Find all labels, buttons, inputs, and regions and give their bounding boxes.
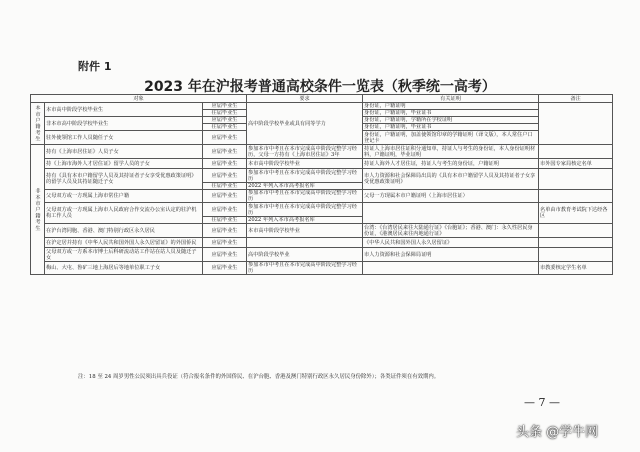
row-grad-type: 往届毕业生 bbox=[203, 124, 247, 131]
row-remarks bbox=[539, 248, 613, 262]
table-row bbox=[31, 238, 613, 248]
row-docs: 身份证，户籍证明，毕业证书 bbox=[363, 124, 539, 131]
row-docs bbox=[363, 203, 539, 224]
row-requirement: 参加本市中考且在本市完成高中阶段完整学习经历 bbox=[247, 203, 363, 217]
table-row bbox=[31, 169, 613, 183]
row-requirement: 参加本市中考且在本市完成高中阶段完整学习经历，父母一方持有《上海市居住证》3年 bbox=[247, 145, 363, 159]
watermark: 头条 @学牛网 bbox=[516, 425, 599, 440]
table-row bbox=[31, 262, 613, 275]
footnote: 注：18 至 24 周岁男性公民须出具兵役证（符合报名条件的外国侨民、在沪台胞、香港及澳门特别行政区永久居民身份除外）；各类证件须在有效期内。 bbox=[78, 374, 440, 380]
table-row bbox=[31, 224, 613, 238]
row-requirement: 高中阶段学校毕业 bbox=[247, 248, 363, 262]
row-target: 在沪台湾同胞、香港、澳门特别行政区永久居民 bbox=[45, 224, 203, 238]
header-docs: 有关证明 bbox=[363, 95, 539, 103]
row-grad-type: 往届毕业生 bbox=[203, 110, 247, 117]
page-title: 2023 年在沪报考普通高校条件一览表（秋季统一高考） bbox=[144, 79, 496, 95]
row-requirement: 2022 年列入本市高考报名库 bbox=[247, 183, 363, 190]
row-grad-type: 往届毕业生 bbox=[203, 183, 247, 190]
row-requirement: 参加本市中考且在本市完成高中阶段完整学习经历 bbox=[247, 190, 363, 203]
row-docs: 身份证，户籍证明，学籍所在学校证明 bbox=[363, 117, 539, 124]
row-target: 非本市高中阶段学校毕业生 bbox=[45, 117, 203, 131]
row-docs: 台湾：《台湾居民来往大陆通行证》《台胞证》；香港、澳门：永久性居民身份证，《港澳居民来往内地通行证》 bbox=[363, 224, 539, 238]
header-requirement: 要求 bbox=[247, 95, 363, 103]
row-target: 父母双方或一方现属上海市人民政府合作交流办公室认定的驻沪机构工作人员 bbox=[45, 203, 203, 224]
row-requirement: 2022 年列入本市高考报名库 bbox=[247, 217, 363, 224]
row-grad-type: 应届毕业生 bbox=[203, 159, 247, 169]
row-target: 梅山、大屯、鲁矿三地上海居后等地单位职工子女 bbox=[45, 262, 203, 275]
row-requirement bbox=[247, 238, 363, 248]
row-grad-type: 应届毕业生 bbox=[203, 169, 247, 183]
table-row bbox=[31, 103, 613, 110]
row-target: 在沪定居并持有《中华人民共和国外国人永久居留证》的外国侨民 bbox=[45, 238, 203, 248]
table-row bbox=[31, 145, 613, 159]
row-grad-type: 应届毕业生 bbox=[203, 203, 247, 217]
row-docs bbox=[363, 262, 539, 275]
row-docs: 身份证，户籍证明，加盖使领馆印章的学籍证明（译文版），本人常住户口登记卡 bbox=[363, 131, 539, 145]
row-docs: 父母一方现属本市户籍证明（上海市居住证） bbox=[363, 190, 539, 203]
row-grad-type: 应届毕业生 bbox=[203, 224, 247, 238]
row-requirement: 本市高中阶段学校毕业 bbox=[247, 159, 363, 169]
row-remarks: 市外国专家局核定名单 bbox=[539, 159, 613, 169]
row-docs: 市人力资源和社会保障局出具的《具有本市户籍留学人员及其持证者子女享受优惠政策证明》 bbox=[363, 169, 539, 190]
row-grad-type: 应届毕业生 bbox=[203, 145, 247, 159]
row-remarks: 市教委核定学生名单 bbox=[539, 262, 613, 275]
row-docs: 市人力资源和社会保障局证明 bbox=[363, 248, 539, 262]
table-header-row bbox=[31, 95, 613, 103]
row-grad-type: 应届毕业生 bbox=[203, 103, 247, 110]
row-docs: 身份证，户籍证明 bbox=[363, 103, 539, 110]
group-nonlocal-label: 非本市户籍考生 bbox=[31, 145, 45, 275]
row-remarks bbox=[539, 103, 613, 145]
header-target: 对象 bbox=[31, 95, 247, 103]
row-requirement: 本市高中阶段学校毕业 bbox=[247, 224, 363, 238]
row-remarks bbox=[539, 169, 613, 190]
table-row bbox=[31, 248, 613, 262]
row-docs: 持证人上海市居住证积分通知单，持证人与考生的身份证，本人身份证明材料，户籍证明，毕业证明 bbox=[363, 145, 539, 159]
row-remarks: 名单由市教育考试院下达经各区 bbox=[539, 203, 613, 224]
row-requirement: 参加本市中考且在本市完成高中阶段完整学习经历 bbox=[247, 262, 363, 275]
row-remarks bbox=[539, 224, 613, 238]
row-grad-type: 往届毕业生 bbox=[203, 217, 247, 224]
row-docs: 身份证，户籍证明，毕业证书 bbox=[363, 110, 539, 117]
row-docs: 《中华人民共和国外国人永久居留证》 bbox=[363, 238, 539, 248]
annex-label: 附件 1 bbox=[78, 60, 112, 73]
row-grad-type: 应届毕业生 bbox=[203, 248, 247, 262]
row-target: 持有《上海市居住证》人员子女 bbox=[45, 145, 203, 159]
row-grad-type: 应届毕业生 bbox=[203, 238, 247, 248]
row-target: 本市高中阶段学校毕业生 bbox=[45, 103, 203, 117]
table-row bbox=[31, 159, 613, 169]
row-grad-type: 应届毕业生 bbox=[203, 117, 247, 124]
row-target: 持有《具有本市户籍留学人员及其持证者子女享受优惠政策证明》的留学人员及其持证随迁子女 bbox=[45, 169, 203, 190]
row-grad-type: 应届毕业生 bbox=[203, 190, 247, 203]
conditions-table bbox=[30, 94, 613, 275]
header-remarks: 备注 bbox=[539, 95, 613, 103]
row-target: 驻外使领馆工作人员随任子女 bbox=[45, 131, 203, 145]
group-local-label: 本市户籍考生 bbox=[31, 103, 45, 145]
row-target: 父母双方或一方系本市博士后科研流动站工作站在站人员及随迁子女 bbox=[45, 248, 203, 262]
row-remarks bbox=[539, 238, 613, 248]
row-docs: 持证人海外人才居住证，持证人与考生的身份证，户籍证明 bbox=[363, 159, 539, 169]
row-requirement: 高中阶段学校毕业或具有同等学力 bbox=[247, 103, 363, 145]
table-row bbox=[31, 203, 613, 217]
row-grad-type: 应届毕业生 bbox=[203, 262, 247, 275]
row-remarks bbox=[539, 145, 613, 159]
row-remarks bbox=[539, 190, 613, 203]
row-target: 父母双方或一方现属上海市常住户籍 bbox=[45, 190, 203, 203]
row-requirement: 参加本市中考且在本市完成高中阶段完整学习经历 bbox=[247, 169, 363, 183]
table-row bbox=[31, 190, 613, 203]
page-number: — 7 — bbox=[524, 396, 560, 409]
row-grad-type: 应届毕业生 bbox=[203, 131, 247, 145]
row-target: 持《上海市海外人才居住证》留学人员的子女 bbox=[45, 159, 203, 169]
